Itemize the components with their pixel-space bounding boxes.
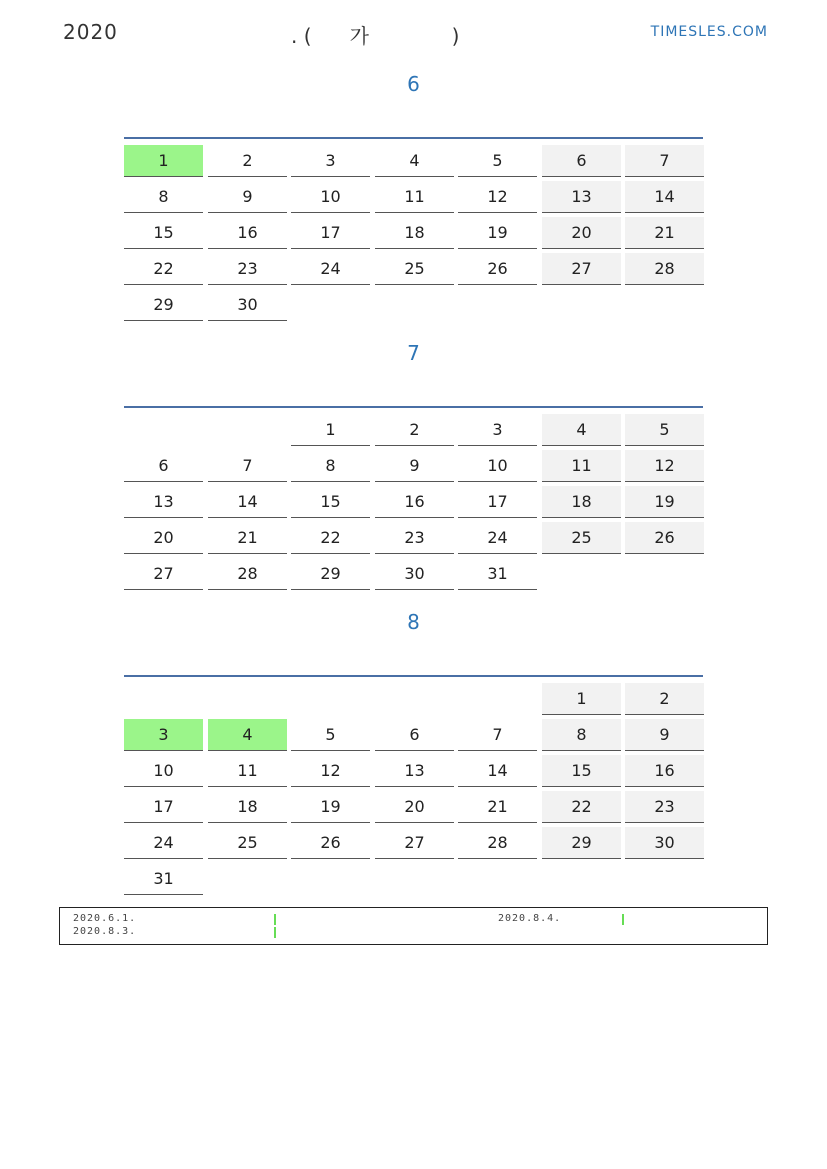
day-cell: 26 [625, 522, 704, 554]
day-cell: 2 [375, 414, 454, 446]
day-cell: 29 [124, 289, 203, 321]
day-cell: 15 [542, 755, 621, 787]
month-title-august: 8 [407, 610, 420, 634]
day-cell: 27 [375, 827, 454, 859]
day-cell: 25 [542, 522, 621, 554]
notes-box [59, 907, 768, 945]
day-cell: 30 [625, 827, 704, 859]
day-cell: 20 [375, 791, 454, 823]
month-grid-june [124, 137, 703, 314]
day-cell: 24 [124, 827, 203, 859]
day-cell: 8 [542, 719, 621, 751]
day-cell: 7 [458, 719, 537, 751]
day-cell: 26 [458, 253, 537, 285]
day-cell: 3 [291, 145, 370, 177]
day-cell: 31 [458, 558, 537, 590]
day-cell: 23 [208, 253, 287, 285]
day-cell: 10 [124, 755, 203, 787]
day-cell: 12 [458, 181, 537, 213]
day-cell: 6 [542, 145, 621, 177]
day-cell: 28 [458, 827, 537, 859]
month-grid-july [124, 406, 703, 583]
day-cell: 15 [124, 217, 203, 249]
day-cell: 23 [625, 791, 704, 823]
day-cell: 8 [124, 181, 203, 213]
day-cell: 23 [375, 522, 454, 554]
day-cell: 11 [208, 755, 287, 787]
day-cell: 6 [375, 719, 454, 751]
note-entry: 2020.8.3. [73, 926, 137, 937]
year-label: 2020 [63, 20, 118, 44]
day-cell: 4 [542, 414, 621, 446]
day-cell: 26 [291, 827, 370, 859]
day-cell: 21 [625, 217, 704, 249]
day-cell: 14 [208, 486, 287, 518]
day-cell: 13 [124, 486, 203, 518]
day-cell: 25 [375, 253, 454, 285]
day-cell: 22 [542, 791, 621, 823]
day-cell: 29 [542, 827, 621, 859]
day-cell: 19 [291, 791, 370, 823]
day-cell: 28 [208, 558, 287, 590]
day-cell: 12 [291, 755, 370, 787]
day-cell: 27 [542, 253, 621, 285]
day-cell: 12 [625, 450, 704, 482]
day-cell: 20 [124, 522, 203, 554]
day-cell: 13 [375, 755, 454, 787]
page-title: . ( 가 ) [291, 24, 460, 48]
note-entry: 2020.8.4. [498, 913, 562, 924]
day-cell: 9 [208, 181, 287, 213]
day-cell: 21 [208, 522, 287, 554]
day-cell: 9 [375, 450, 454, 482]
day-cell: 11 [542, 450, 621, 482]
site-link[interactable]: TIMESLES.COM [650, 24, 768, 40]
day-cell: 21 [458, 791, 537, 823]
day-cell: 8 [291, 450, 370, 482]
day-cell: 20 [542, 217, 621, 249]
day-cell: 17 [291, 217, 370, 249]
note-marker [274, 914, 276, 925]
day-cell: 2 [625, 683, 704, 715]
month-grid-august [124, 675, 703, 888]
day-cell: 25 [208, 827, 287, 859]
day-cell: 9 [625, 719, 704, 751]
day-cell: 30 [375, 558, 454, 590]
day-cell: 5 [625, 414, 704, 446]
day-cell: 29 [291, 558, 370, 590]
day-cell: 14 [625, 181, 704, 213]
day-cell: 18 [208, 791, 287, 823]
day-cell: 17 [458, 486, 537, 518]
day-cell: 6 [124, 450, 203, 482]
day-cell: 13 [542, 181, 621, 213]
day-cell: 16 [375, 486, 454, 518]
day-cell: 24 [458, 522, 537, 554]
day-cell: 4 [375, 145, 454, 177]
month-title-july: 7 [407, 341, 420, 365]
note-marker [274, 927, 276, 938]
day-cell: 17 [124, 791, 203, 823]
page-header [63, 20, 768, 46]
day-cell: 5 [291, 719, 370, 751]
note-marker [622, 914, 624, 925]
day-cell: 1 [291, 414, 370, 446]
day-cell: 19 [625, 486, 704, 518]
day-cell: 27 [124, 558, 203, 590]
day-cell: 4 [208, 719, 287, 751]
day-cell: 10 [458, 450, 537, 482]
day-cell: 15 [291, 486, 370, 518]
day-cell: 16 [208, 217, 287, 249]
month-title-june: 6 [407, 72, 420, 96]
day-cell: 1 [124, 145, 203, 177]
day-cell: 3 [458, 414, 537, 446]
day-cell: 2 [208, 145, 287, 177]
day-cell: 18 [542, 486, 621, 518]
day-cell: 14 [458, 755, 537, 787]
note-entry: 2020.6.1. [73, 913, 137, 924]
day-cell: 22 [291, 522, 370, 554]
day-cell: 1 [542, 683, 621, 715]
day-cell: 30 [208, 289, 287, 321]
day-cell: 24 [291, 253, 370, 285]
day-cell: 22 [124, 253, 203, 285]
day-cell: 31 [124, 863, 203, 895]
day-cell: 18 [375, 217, 454, 249]
day-cell: 16 [625, 755, 704, 787]
day-cell: 19 [458, 217, 537, 249]
day-cell: 11 [375, 181, 454, 213]
day-cell: 28 [625, 253, 704, 285]
day-cell: 7 [625, 145, 704, 177]
day-cell: 7 [208, 450, 287, 482]
day-cell: 3 [124, 719, 203, 751]
day-cell: 10 [291, 181, 370, 213]
day-cell: 5 [458, 145, 537, 177]
